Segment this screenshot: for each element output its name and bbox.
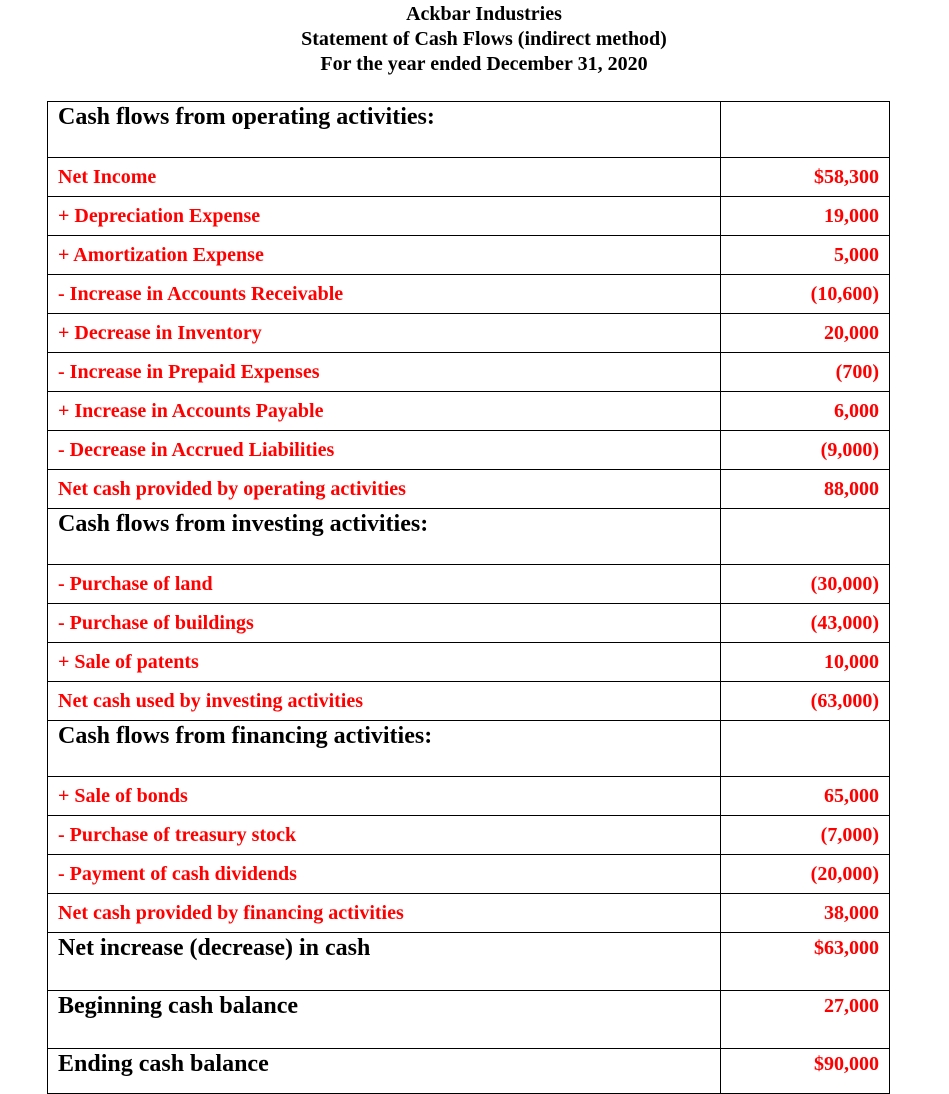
row-label: + Amortization Expense [48, 236, 721, 275]
table-row [48, 392, 890, 431]
row-label: - Payment of cash dividends [48, 855, 721, 894]
statement-header [0, 2, 949, 77]
row-label: + Decrease in Inventory [48, 314, 721, 353]
section-amount-cell [721, 721, 890, 777]
ending-balance-row [48, 1049, 890, 1094]
total-amount: $90,000 [721, 1049, 890, 1094]
row-amount: (63,000) [721, 682, 890, 721]
total-label: Ending cash balance [48, 1049, 721, 1094]
section-title: Cash flows from financing activities: [48, 721, 721, 777]
row-label: + Sale of bonds [48, 777, 721, 816]
financing-section-header [48, 721, 890, 777]
table-row [48, 565, 890, 604]
table-row [48, 197, 890, 236]
row-amount: 6,000 [721, 392, 890, 431]
row-label: - Purchase of buildings [48, 604, 721, 643]
table-row [48, 643, 890, 682]
row-label: Net cash provided by operating activities [48, 470, 721, 509]
row-amount: 65,000 [721, 777, 890, 816]
row-amount: (7,000) [721, 816, 890, 855]
table-row [48, 314, 890, 353]
row-amount: (20,000) [721, 855, 890, 894]
operating-section-header [48, 102, 890, 158]
section-amount-cell [721, 102, 890, 158]
row-label: - Increase in Accounts Receivable [48, 275, 721, 314]
row-amount: 19,000 [721, 197, 890, 236]
table-row [48, 158, 890, 197]
row-amount: (10,600) [721, 275, 890, 314]
company-name: Ackbar Industries [406, 3, 562, 25]
row-amount: (700) [721, 353, 890, 392]
table-row [48, 604, 890, 643]
row-label: - Decrease in Accrued Liabilities [48, 431, 721, 470]
investing-subtotal-row [48, 682, 890, 721]
row-amount: 5,000 [721, 236, 890, 275]
row-label: + Increase in Accounts Payable [48, 392, 721, 431]
total-amount: $63,000 [721, 933, 890, 991]
investing-section-header [48, 509, 890, 565]
total-label: Beginning cash balance [48, 991, 721, 1049]
statement-title: Statement of Cash Flows (indirect method) [301, 28, 667, 50]
statement-period: For the year ended December 31, 2020 [320, 53, 648, 75]
table-row [48, 816, 890, 855]
row-amount: (43,000) [721, 604, 890, 643]
table-row [48, 777, 890, 816]
section-amount-cell [721, 509, 890, 565]
row-label: - Purchase of treasury stock [48, 816, 721, 855]
row-label: + Sale of patents [48, 643, 721, 682]
row-amount: $58,300 [721, 158, 890, 197]
row-amount: 38,000 [721, 894, 890, 933]
beginning-balance-row [48, 991, 890, 1049]
table-row [48, 236, 890, 275]
row-label: - Purchase of land [48, 565, 721, 604]
operating-subtotal-row [48, 470, 890, 509]
row-label: + Depreciation Expense [48, 197, 721, 236]
row-amount: 20,000 [721, 314, 890, 353]
financing-subtotal-row [48, 894, 890, 933]
table-row [48, 431, 890, 470]
row-label: - Increase in Prepaid Expenses [48, 353, 721, 392]
table-row [48, 855, 890, 894]
row-label: Net cash used by investing activities [48, 682, 721, 721]
section-title: Cash flows from operating activities: [48, 102, 721, 158]
net-change-row [48, 933, 890, 991]
total-amount: 27,000 [721, 991, 890, 1049]
section-title: Cash flows from investing activities: [48, 509, 721, 565]
row-amount: (30,000) [721, 565, 890, 604]
row-label: Net Income [48, 158, 721, 197]
row-label: Net cash provided by financing activities [48, 894, 721, 933]
table-row [48, 353, 890, 392]
row-amount: 88,000 [721, 470, 890, 509]
cash-flow-table [47, 101, 890, 1094]
table-row [48, 275, 890, 314]
total-label: Net increase (decrease) in cash [48, 933, 721, 991]
row-amount: 10,000 [721, 643, 890, 682]
row-amount: (9,000) [721, 431, 890, 470]
